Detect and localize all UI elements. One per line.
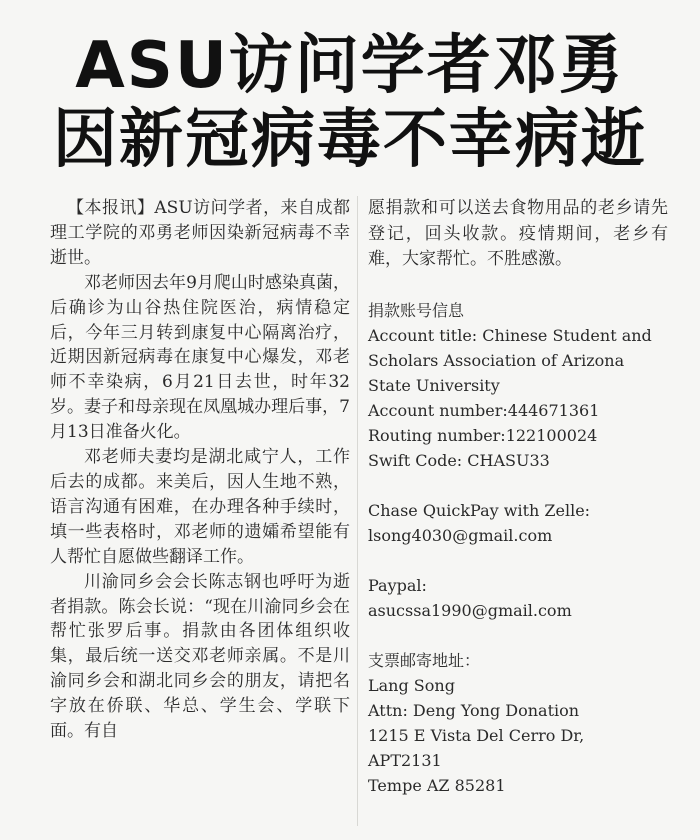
paragraph-illness: 邓老师因去年9月爬山时感染真菌，后确诊为山谷热住院医治，病情稳定后，今年三月转到康复中心隔离治疗，近期因新冠病毒在康复中心爆发，邓老师不幸染病，6月21日去世，时年32岁。妻子和母亲现在凤凰城办理后事，7月13日准备火化。	[50, 272, 350, 443]
mail-attn: Attn: Deng Yong Donation	[368, 700, 580, 720]
account-title-line-1: Account title: Chinese Student and	[368, 325, 652, 345]
headline-line-1: ASU访问学者邓勇	[75, 29, 625, 103]
account-number: Account number:444671361	[368, 400, 600, 420]
paypal-label: Paypal:	[368, 575, 427, 595]
paragraph-appeal: 川渝同乡会会长陈志钢也呼吁为逝者捐款。陈会长说：“现在川渝同乡会在帮忙张罗后事。捐款由各团体组织收集，最后统一送交邓老师亲属。不是川渝同乡会和湖北同乡会的朋友，请把名字放在侨联、华总、学生会、学联下面。有自	[50, 571, 350, 742]
swift-code: Swift Code: CHASU33	[368, 450, 550, 470]
paragraph-continuation: 愿捐款和可以送去食物用品的老乡请先登记，回头收款。疫情期间，老乡有难，大家帮忙。不胜感激。	[368, 198, 668, 269]
mail-name: Lang Song	[368, 675, 455, 695]
paragraph-family: 邓老师夫妻均是湖北咸宁人，工作后去的成都。来美后，因人生地不熟，语言沟通有困难，在办理各种手续时，填一些表格时，邓老师的遗孀希望能有人帮忙自愿做些翻译工作。	[50, 447, 350, 567]
mail-apt: APT2131	[368, 750, 442, 770]
right-column	[368, 196, 668, 798]
donation-info-header: 捐款账号信息	[368, 300, 465, 320]
zelle-email: lsong4030@gmail.com	[368, 525, 553, 545]
paragraph-intro: 【本报讯】ASU访问学者，来自成都理工学院的邓勇老师因染新冠病毒不幸逝世。	[50, 198, 350, 268]
headline-line-2: 因新冠病毒不幸病逝	[53, 103, 647, 177]
paypal-email: asucssa1990@gmail.com	[368, 600, 572, 620]
left-column	[50, 196, 350, 744]
routing-number: Routing number:122100024	[368, 425, 598, 445]
account-title-line-2: Scholars Association of Arizona	[368, 350, 625, 370]
column-divider	[357, 196, 358, 826]
mail-address-header: 支票邮寄地址：	[368, 650, 481, 670]
zelle-label: Chase QuickPay with Zelle:	[368, 500, 591, 520]
mail-city: Tempe AZ 85281	[368, 775, 506, 795]
mail-street: 1215 E Vista Del Cerro Dr,	[368, 725, 585, 745]
account-title-line-3: State University	[368, 375, 500, 395]
